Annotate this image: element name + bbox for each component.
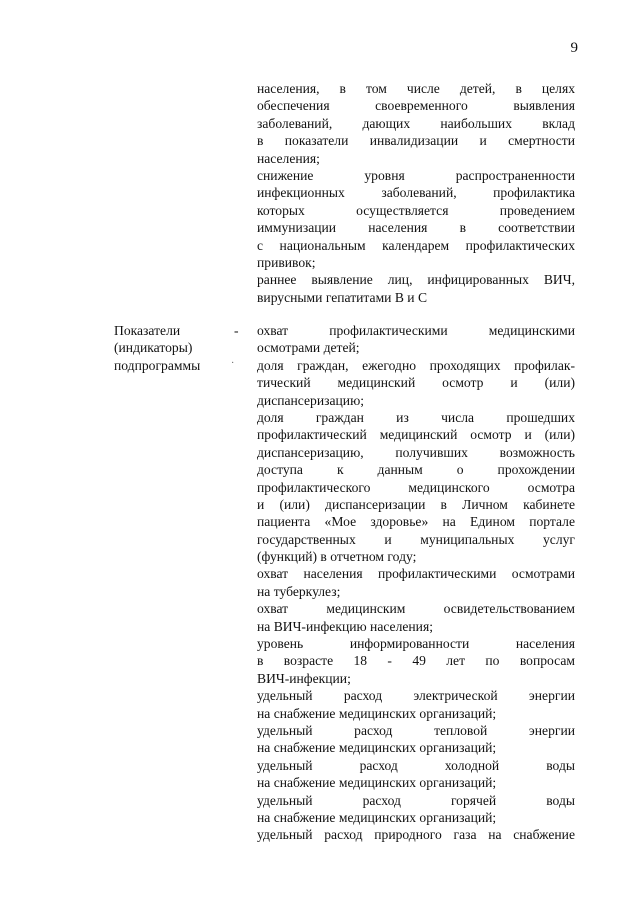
- text-line: удельный расход электрической энергии: [257, 688, 575, 704]
- text-line: населения, в том числе детей, в целях: [257, 81, 575, 96]
- text-line: в возрасте 18 - 49 лет по вопросам: [257, 653, 575, 669]
- text-line: уровень информированности населения: [257, 636, 575, 652]
- text-line: на ВИЧ-инфекцию населения;: [257, 618, 433, 634]
- text-line: инфекционных заболеваний, профилактика: [257, 185, 575, 201]
- text-line: на снабжение медицинских организаций;: [257, 775, 497, 791]
- page-number: 9: [570, 40, 578, 56]
- text-line: диспансеризацию, получивших возможность: [257, 444, 575, 460]
- text-line: прививок;: [257, 254, 316, 270]
- text-line: населения;: [257, 150, 320, 166]
- text-line: иммунизации населения в соответствии: [257, 220, 575, 236]
- text-line: охват медицинским освидетельствованием: [257, 601, 575, 617]
- text-line: удельный расход тепловой энергии: [257, 722, 575, 738]
- text-line: вирусными гепатитами В и С: [257, 289, 428, 305]
- text-line: доля граждан, ежегодно проходящих профилак-: [257, 357, 575, 373]
- text-line: профилактический медицинский осмотр и (или): [257, 427, 575, 443]
- text-line: доступа к данным о прохождении: [257, 462, 575, 478]
- text-line: диспансеризацию;: [257, 392, 364, 408]
- indicators-text-block: [257, 322, 575, 844]
- text-line: обеспечения своевременного выявления: [257, 98, 575, 114]
- text-line: охват профилактическими медицинскими: [257, 323, 575, 338]
- text-line: ВИЧ-инфекции;: [257, 670, 351, 686]
- text-line: на снабжение медицинских организаций;: [257, 809, 497, 825]
- text-line: и (или) диспансеризации в Личном кабинете: [257, 496, 575, 512]
- text-line: удельный расход холодной воды: [257, 757, 575, 773]
- label-dash: -: [234, 323, 239, 338]
- indicators-label: [114, 322, 244, 374]
- text-line: на туберкулез;: [257, 583, 341, 599]
- text-line: на снабжение медицинских организаций;: [257, 740, 497, 756]
- text-line: с национальным календарем профилактических: [257, 237, 575, 253]
- text-line: охват населения профилактическими осмотрами: [257, 566, 575, 582]
- text-line: которых осуществляется проведением: [257, 202, 575, 218]
- text-line: удельный расход природного газа на снабжение: [257, 827, 575, 843]
- text-line: в показатели инвалидизации и смертности: [257, 133, 575, 149]
- text-line: осмотрами детей;: [257, 340, 360, 356]
- scan-speck: ·: [231, 358, 235, 369]
- top-text-block: [257, 80, 575, 306]
- text-line: тический медицинский осмотр и (или): [257, 375, 575, 391]
- text-line: на снабжение медицинских организаций;: [257, 705, 497, 721]
- text-line: пациента «Мое здоровье» на Едином портале: [257, 514, 575, 530]
- label-line: подпрограммы: [114, 357, 201, 373]
- text-line: удельный расход горячей воды: [257, 792, 575, 808]
- label-line: Показатели: [114, 323, 181, 338]
- text-line: профилактического медицинского осмотра: [257, 479, 575, 495]
- text-line: снижение уровня распространенности: [257, 167, 575, 183]
- text-line: раннее выявление лиц, инфицированных ВИЧ,: [257, 272, 575, 288]
- text-line: доля граждан из числа прошедших: [257, 409, 575, 425]
- text-line: государственных и муниципальных услуг: [257, 531, 575, 547]
- label-line: (индикаторы): [114, 340, 193, 356]
- text-line: заболеваний, дающих наибольших вклад: [257, 115, 575, 131]
- text-line: (функций) в отчетном году;: [257, 549, 417, 565]
